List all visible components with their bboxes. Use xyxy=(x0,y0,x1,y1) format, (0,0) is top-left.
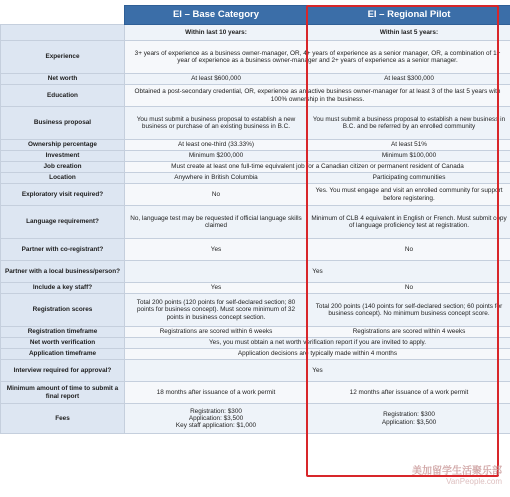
watermark-text: 美加留学生活聚乐部 xyxy=(412,466,502,477)
regional-pilot-cell: Registration: $300 Application: $3,500 xyxy=(308,404,510,434)
table-row xyxy=(1,184,510,206)
table-row xyxy=(1,382,510,404)
base-category-cell: Registrations are scored within 6 weeks xyxy=(125,327,308,338)
table-row xyxy=(1,404,510,434)
table-row xyxy=(1,283,510,294)
row-label: Net worth verification xyxy=(1,338,125,349)
base-category-cell: At least $600,000 xyxy=(125,74,308,85)
row-label: Partner with a local business/person? xyxy=(1,261,125,283)
table-row xyxy=(1,25,510,41)
shared-value-cell: Yes, you must obtain a net worth verification report if you are invited to apply. xyxy=(125,338,510,349)
shared-value-cell: Obtained a post-secondary credential, OR, experience as an active business owner-manager for at least 3 of the last 5 years with 100% ownership in the business. xyxy=(125,85,510,107)
base-category-cell: Minimum $200,000 xyxy=(125,151,308,162)
table-row xyxy=(1,294,510,327)
row-label: Interview required for approval? xyxy=(1,360,125,382)
regional-pilot-cell: Minimum of CLB 4 equivalent in English or French. Must submit copy of language proficiency test at registration. xyxy=(308,206,510,239)
regional-pilot-cell: Participating communities xyxy=(308,173,510,184)
shared-value-cell: Yes xyxy=(125,261,510,283)
regional-pilot-cell: No xyxy=(308,239,510,261)
regional-pilot-cell: Within last 5 years: xyxy=(308,25,510,41)
regional-pilot-header: EI – Regional Pilot xyxy=(308,6,510,25)
row-label: Ownership percentage xyxy=(1,140,125,151)
table-row xyxy=(1,41,510,74)
table-row xyxy=(1,239,510,261)
regional-pilot-cell: Total 200 points (140 points for self-declared section; 60 points for business concept). No minimum business concept score. xyxy=(308,294,510,327)
row-label: Education xyxy=(1,85,125,107)
row-label: Job creation xyxy=(1,162,125,173)
regional-pilot-cell: At least 51% xyxy=(308,140,510,151)
shared-value-cell: Yes xyxy=(125,360,510,382)
shared-value-cell: Must create at least one full-time equivalent job for a Canadian citizen or permanent resident of Canada xyxy=(125,162,510,173)
shared-value-cell: Application decisions are typically made within 4 months xyxy=(125,349,510,360)
table-row xyxy=(1,206,510,239)
row-label: Registration scores xyxy=(1,294,125,327)
table-row xyxy=(1,107,510,140)
regional-pilot-cell: No xyxy=(308,283,510,294)
row-label: Net worth xyxy=(1,74,125,85)
regional-pilot-cell: At least $300,000 xyxy=(308,74,510,85)
comparison-table xyxy=(0,5,510,434)
base-category-cell: No, language test may be requested if official language skills claimed xyxy=(125,206,308,239)
base-category-cell: No xyxy=(125,184,308,206)
table-row xyxy=(1,85,510,107)
header-row xyxy=(1,6,510,25)
row-label: Exploratory visit required? xyxy=(1,184,125,206)
row-label: Application timeframe xyxy=(1,349,125,360)
watermark-url: VanPeople.com xyxy=(446,477,502,486)
table-row xyxy=(1,74,510,85)
base-category-header: EI – Base Category xyxy=(125,6,308,25)
row-label: Registration timeframe xyxy=(1,327,125,338)
table-row xyxy=(1,162,510,173)
table-row xyxy=(1,151,510,162)
row-label: Experience xyxy=(1,41,125,74)
regional-pilot-cell: 12 months after issuance of a work permit xyxy=(308,382,510,404)
base-category-cell: 18 months after issuance of a work permit xyxy=(125,382,308,404)
base-category-cell: Total 200 points (120 points for self-declared section; 80 points for business concept). Must score minimum of 32 points in business concept section. xyxy=(125,294,308,327)
row-label: Minimum amount of time to submit a final report xyxy=(1,382,125,404)
base-category-cell: Registration: $300 Application: $3,500 Key staff application: $1,000 xyxy=(125,404,308,434)
shared-value-cell: 3+ years of experience as a business owner-manager, OR, 4+ years of experience as a senior manager, OR, a combination of 1+ year of experience as a business owner-manager and 2+ years of experience as a senior manager. xyxy=(125,41,510,74)
row-label: Business proposal xyxy=(1,107,125,140)
row-label: Investment xyxy=(1,151,125,162)
table-body xyxy=(1,25,510,434)
table-row xyxy=(1,360,510,382)
table-row xyxy=(1,261,510,283)
row-label: Include a key staff? xyxy=(1,283,125,294)
comparison-table-wrapper xyxy=(0,5,510,434)
base-category-cell: At least one-third (33.33%) xyxy=(125,140,308,151)
regional-pilot-cell: Yes. You must engage and visit an enrolled community for support before registering. xyxy=(308,184,510,206)
regional-pilot-cell: Registrations are scored within 4 weeks xyxy=(308,327,510,338)
row-label: Location xyxy=(1,173,125,184)
table-row xyxy=(1,173,510,184)
base-category-cell: Yes xyxy=(125,283,308,294)
row-label xyxy=(1,25,125,41)
base-category-cell: Yes xyxy=(125,239,308,261)
table-row xyxy=(1,338,510,349)
row-label: Language requirement? xyxy=(1,206,125,239)
regional-pilot-cell: Minimum $100,000 xyxy=(308,151,510,162)
watermark xyxy=(412,467,502,487)
table-row xyxy=(1,140,510,151)
corner-cell xyxy=(1,6,125,25)
base-category-cell: You must submit a business proposal to establish a new business or purchase of an existing business in B.C. xyxy=(125,107,308,140)
row-label: Partner with co-registrant? xyxy=(1,239,125,261)
table-row xyxy=(1,349,510,360)
base-category-cell: Anywhere in British Columbia xyxy=(125,173,308,184)
table-row xyxy=(1,327,510,338)
row-label: Fees xyxy=(1,404,125,434)
regional-pilot-cell: You must submit a business proposal to establish a new business in B.C. and be referred by an enrolled community xyxy=(308,107,510,140)
base-category-cell: Within last 10 years: xyxy=(125,25,308,41)
